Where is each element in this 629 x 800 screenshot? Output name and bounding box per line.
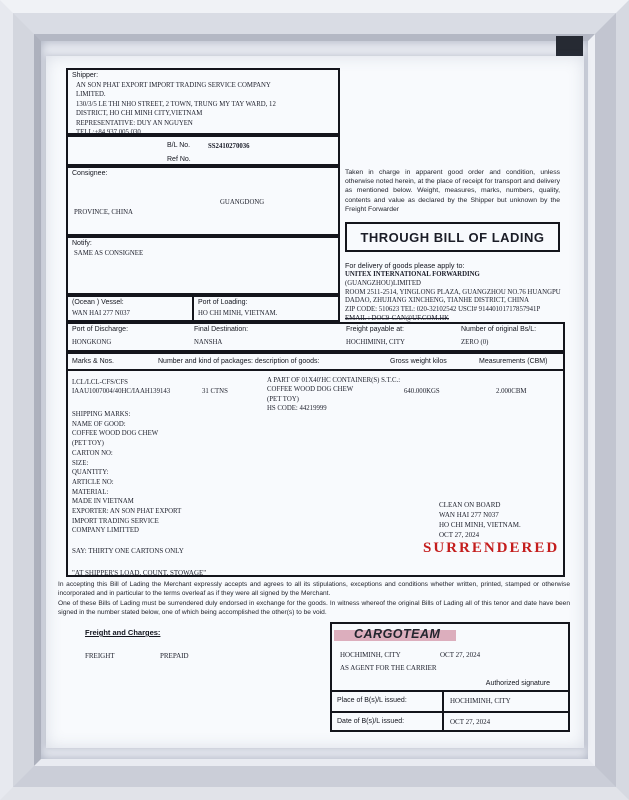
num-original-bl-value: ZERO (0) (461, 339, 489, 346)
shipping-marks-line: COFFEE WOOD DOG CHEW (72, 430, 159, 438)
port-discharge-label: Port of Discharge: (72, 326, 129, 333)
freight-word: FREIGHT (85, 652, 115, 660)
bl-number-box (66, 135, 340, 166)
authorized-signature-label: Authorized signature (485, 680, 550, 687)
place-issued-value: HOCHIMINH, CITY (450, 697, 511, 705)
consignee-country: PROVINCE, CHINA (74, 209, 133, 216)
say-cartons-line: SAY: THIRTY ONE CARTONS ONLY (72, 547, 184, 555)
notify-label: Notify: (72, 240, 92, 247)
notify-box (66, 236, 340, 295)
shipping-marks-line: COMPANY LIMITTED (72, 527, 139, 535)
carton-count: 31 CTNS (202, 388, 228, 395)
num-original-bl-label: Number of original Bs/L: (461, 326, 537, 333)
consignee-label: Consignee: (72, 170, 108, 177)
header-marks: Marks & Nos. (72, 358, 115, 365)
sig-table-divider (442, 690, 444, 732)
bl-number-value: SS2410270036 (208, 143, 250, 150)
shipping-marks-line: MATERIAL: (72, 488, 109, 496)
goods-description-line: COFFEE WOOD DOG CHEW (267, 386, 354, 394)
consignee-region: GUANGDONG (220, 199, 265, 206)
clean-on-board-line: CLEAN ON BOARD (439, 501, 501, 509)
cargoteam-logo: CARGOTEAM (354, 627, 441, 641)
shipper-line: DISTRICT, HO CHI MINH CITY,VIETNAM (76, 110, 203, 118)
place-issued-label: Place of B(s)/L issued: (337, 697, 407, 704)
terms-paragraph-2: One of these Bills of Lading must be surrendered duly endorsed in exchange for the goods. In witness whereof the original Bills of Lading all of this tenor and date have been signed in the number stated below, one of which being accomplished the other(s) to be void. (58, 599, 570, 616)
final-destination-value: NANSHA (194, 339, 223, 346)
freight-prepaid: PREPAID (160, 652, 189, 660)
date-issued-value: OCT 27, 2024 (450, 718, 491, 726)
sig-place: HOCHIMINH, CITY (340, 651, 401, 659)
shipper-line: LIMITED. (76, 91, 106, 99)
vessel-value: WAN HAI 277 N037 (72, 310, 130, 317)
port-loading-value: HO CHI MINH, VIETNAM. (198, 310, 278, 317)
container-number: IAAU1007004/40HC/IAAH139143 (72, 388, 171, 395)
taken-in-charge-clause: Taken in charge in apparent good order and condition, unless otherwise noted herein, at the place of receipt for transport and delivery as mentioned below. Weight, measures, marks, numbers, quality, contents and value as declared by the Shipper but unknown by the Freight Forwarder (345, 169, 560, 213)
header-gross-weight: Gross weight kilos (390, 358, 447, 365)
terms-paragraph-1: In accepting this Bill of Lading the Merchant expressly accepts and agrees to all its stipulations, exceptions and conditions whether written, printed, stamped or otherwise incorporated and in particular to the terms overleaf as if they were all signed by the Merchant. (58, 581, 570, 598)
clean-on-board-line: OCT 27, 2024 (439, 531, 480, 539)
ref-number-label: Ref No. (167, 156, 191, 163)
agent-for-carrier: AS AGENT FOR THE CARRIER (340, 664, 437, 672)
port-loading-label: Port of Loading: (198, 299, 248, 306)
gross-weight-value: 640.000KGS (404, 388, 440, 395)
freight-payable-label: Freight payable at: (346, 326, 404, 333)
sig-date: OCT 27, 2024 (440, 651, 481, 659)
discharge-row (66, 322, 565, 352)
cargo-table (66, 352, 565, 577)
sig-table-line (332, 711, 568, 713)
measurement-value: 2.000CBM (496, 388, 527, 395)
bill-of-lading-document (46, 56, 584, 748)
clean-on-board-line: WAN HAI 277 N037 (439, 511, 499, 519)
delivery-agent-email-struck: EMAIL : DOC9-CAN@UF.COM.HK (345, 314, 450, 322)
delivery-agent-line: DADAO, ZHUJIANG XINCHENG, TIANHE DISTRICT, CHINA (345, 297, 530, 305)
shipper-line: 130/3/5 LE THI NHO STREET, 2 TOWN, TRUNG MY TAY WARD, 12 (76, 100, 276, 108)
goods-description-line: (PET TOY) (267, 395, 299, 403)
freight-payable-value: HOCHIMINH, CITY (346, 339, 405, 346)
stowage-clause: "AT SHIPPER'S LOAD, COUNT, STOWAGE" (72, 569, 207, 577)
delivery-agent-line: ROOM 2511-2514, YINGLONG PLAZA, GUANGZHOU NO.76 HUANGPU (345, 288, 561, 296)
shipping-marks-line: (PET TOY) (72, 440, 104, 448)
delivery-agent-line: (GUANGZHOU)LIMITED (345, 279, 421, 287)
shipping-marks-line: NAME OF GOOD: (72, 420, 126, 428)
consignee-box (66, 166, 340, 236)
delivery-agent-block (345, 271, 563, 324)
terms-fine-print (58, 580, 570, 617)
vessel-label: (Ocean ) Vessel: (72, 299, 124, 306)
shipping-marks-line: SIZE: (72, 459, 89, 467)
clean-on-board-block (439, 500, 521, 540)
header-measurements: Measurements (CBM) (479, 358, 548, 365)
shipping-marks-line: ARTICLE NO: (72, 478, 114, 486)
final-destination-label: Final Destination: (194, 326, 249, 333)
shipper-address (76, 81, 334, 137)
clean-on-board-line: HO CHI MINH, VIETNAM. (439, 521, 521, 529)
delivery-agent-name: UNITEX INTERNATIONAL FORWARDING (345, 271, 480, 278)
bl-number-label: B/L No. (167, 142, 191, 149)
signature-box (330, 622, 570, 732)
goods-description-line: A PART OF 01X40'HC CONTAINER(S) S.T.C.: (267, 377, 401, 384)
shipping-marks-line: IMPORT TRADING SERVICE (72, 517, 159, 525)
through-bl-title: THROUGH BILL OF LADING (360, 229, 545, 245)
delivery-agent-line: ZIP CODE: 510623 TEL: 020-32102542 USCI# 91440101717857941P (345, 306, 541, 314)
delivery-apply-label: For delivery of goods please apply to: (345, 261, 465, 270)
shipper-box (66, 68, 340, 135)
goods-description-line: HS CODE: 44219999 (267, 405, 327, 413)
shipper-line: AN SON PHAT EXPORT IMPORT TRADING SERVICE COMPANY (76, 82, 271, 89)
freight-charges-label: Freight and Charges: (85, 628, 161, 637)
shipper-line: REPRESENTATIVE: DUY AN NGUYEN (76, 119, 193, 127)
port-discharge-value: HONGKONG (72, 339, 112, 346)
vessel-row (66, 295, 340, 322)
shipping-marks-line: SHIPPING MARKS: (72, 411, 131, 418)
shipping-marks-line: EXPORTER: AN SON PHAT EXPORT (72, 508, 182, 516)
shipper-label: Shipper: (72, 72, 99, 79)
surrendered-stamp: SURRENDERED (423, 540, 560, 556)
goods-description (267, 376, 417, 414)
header-underline (68, 369, 563, 371)
cell-divider (192, 297, 194, 320)
marks-line1: LCL/LCL-CFS/CFS (72, 379, 128, 386)
shipping-marks-line: QUANTITY: (72, 469, 109, 477)
shipper-line: TELL:+84 937 005 030 (76, 129, 141, 137)
shipping-marks-line: CARTON NO: (72, 449, 113, 457)
shipping-marks-block (72, 410, 242, 536)
shipping-marks-line: MADE IN VIETNAM (72, 498, 134, 506)
through-bl-title-box (345, 222, 560, 252)
date-issued-label: Date of B(s)/L issued: (337, 718, 405, 725)
notify-value: SAME AS CONSIGNEE (74, 250, 144, 257)
sig-table-line (332, 690, 568, 692)
header-packages: Number and kind of packages: description of goods: (158, 358, 320, 365)
